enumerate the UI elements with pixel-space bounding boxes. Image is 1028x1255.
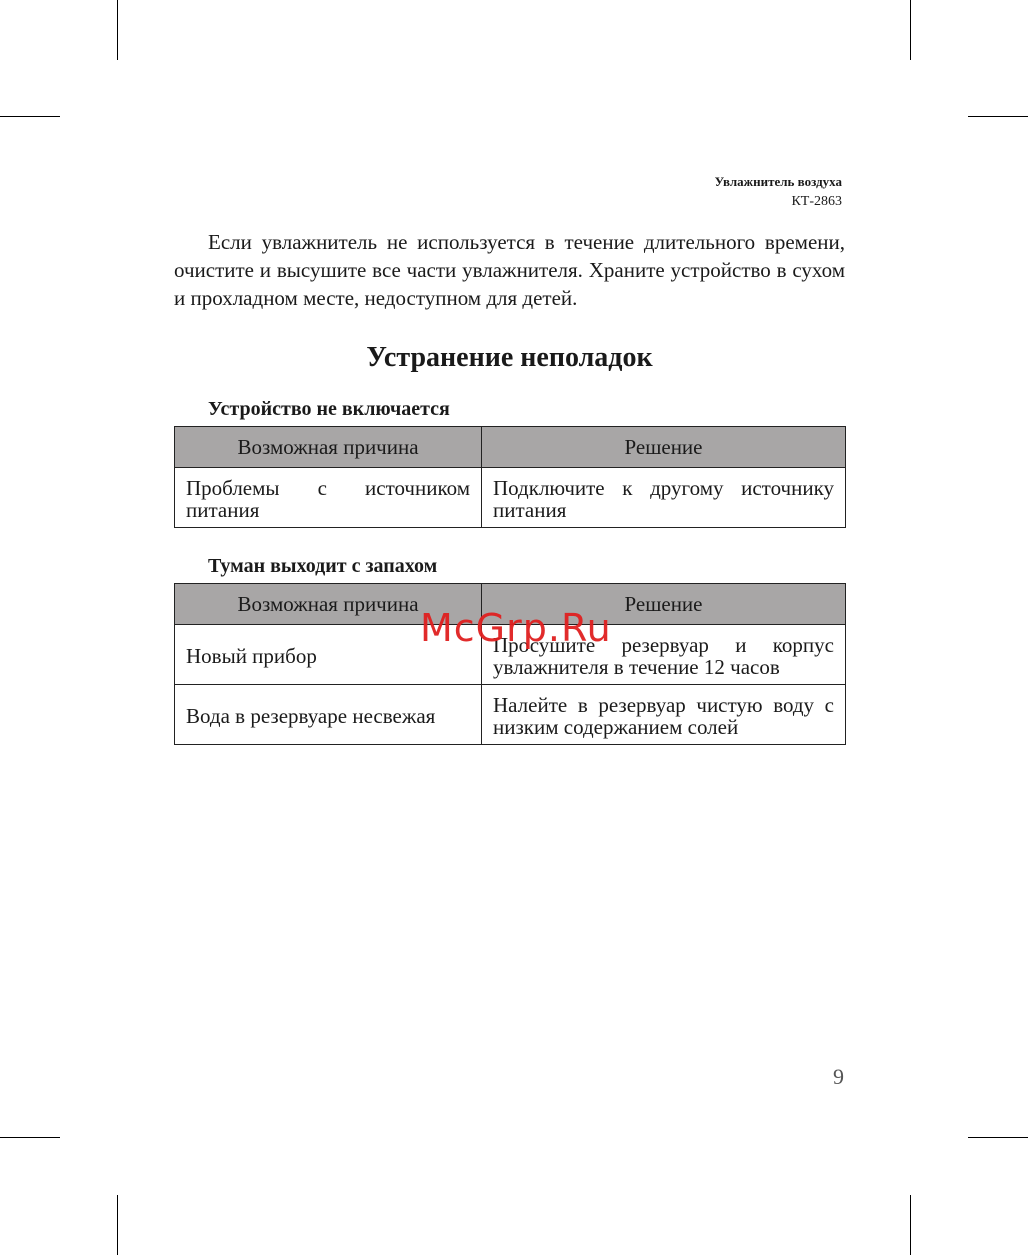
cause-cell: Вода в резервуаре несвежая xyxy=(175,685,482,745)
column-header-cause: Возможная причина xyxy=(175,427,482,468)
crop-mark-top-right-h xyxy=(968,116,1028,117)
crop-mark-bottom-right-h xyxy=(968,1137,1028,1138)
crop-mark-bottom-right xyxy=(910,1195,911,1255)
solution-cell: Просушите резервуар и корпус увлажнителя в течение 12 часов xyxy=(482,625,846,685)
model-number: КТ-2863 xyxy=(791,194,842,209)
crop-mark-bottom-left-h xyxy=(0,1137,60,1138)
cause-cell: Новый прибор xyxy=(175,625,482,685)
solution-cell: Налейте в резервуар чистую воду с низким содержанием солей xyxy=(482,685,846,745)
crop-mark-top-left xyxy=(117,0,118,60)
crop-mark-top-left-h xyxy=(0,116,60,117)
table-row xyxy=(175,468,846,528)
problem-title: Устройство не включается xyxy=(208,398,450,420)
solution-cell: Подключите к другому источнику питания xyxy=(482,468,846,528)
section-title: Устранение неполадок xyxy=(366,342,653,373)
problem-title: Туман выходит с запахом xyxy=(208,555,438,577)
column-header-solution: Решение xyxy=(482,584,846,625)
running-header xyxy=(715,172,842,212)
table-row xyxy=(175,685,846,745)
column-header-cause: Возможная причина xyxy=(175,584,482,625)
page-number: 9 xyxy=(833,1064,844,1089)
table-header-row xyxy=(175,427,846,468)
intro-paragraph: Если увлажнитель не используется в течение длительного времени, очистите и высушите все части увлажнителя. Храните устройство в сухом и прохладном месте, недоступном для детей. xyxy=(174,230,845,310)
crop-mark-top-right xyxy=(910,0,911,60)
watermark: McGrp.Ru xyxy=(420,606,612,650)
crop-mark-bottom-left xyxy=(117,1195,118,1255)
column-header-solution: Решение xyxy=(482,427,846,468)
product-name: Увлажнитель воздуха xyxy=(714,174,842,189)
troubleshooting-table xyxy=(174,426,846,528)
cause-cell: Проблемы с источником питания xyxy=(175,468,482,528)
